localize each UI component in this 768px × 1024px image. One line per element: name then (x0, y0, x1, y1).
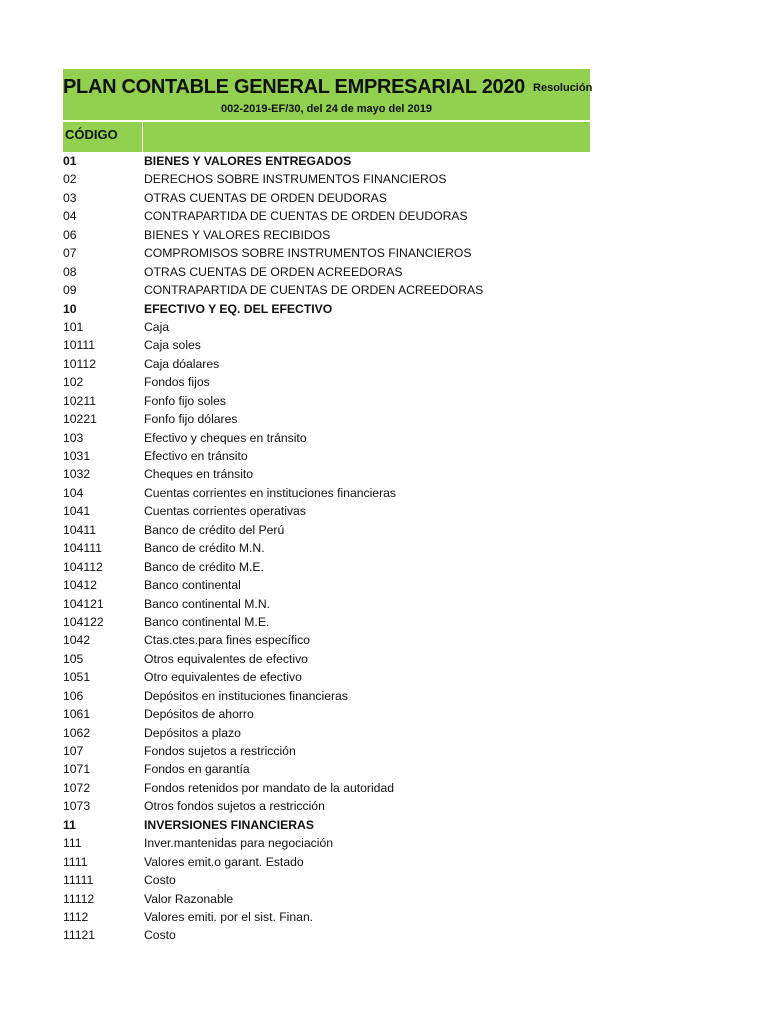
account-code: 11111 (63, 873, 94, 888)
account-description: Valores emiti. por el sist. Finan. (144, 909, 314, 924)
account-row (63, 908, 590, 926)
account-code: 1071 (63, 762, 91, 777)
account-code: 102 (63, 375, 84, 390)
account-code: 08 (63, 264, 77, 279)
account-row (63, 465, 590, 483)
account-description: INVERSIONES FINANCIERAS (144, 817, 314, 832)
column-header-description (143, 122, 590, 152)
account-row (63, 926, 590, 944)
account-code: 1072 (63, 780, 91, 795)
account-code: 1061 (63, 707, 91, 722)
account-code: 10221 (63, 412, 97, 427)
account-code: 07 (63, 246, 77, 261)
account-row (63, 170, 590, 188)
account-row (63, 797, 590, 815)
account-row (63, 760, 590, 778)
title-block (63, 69, 593, 121)
account-row (63, 336, 590, 354)
account-row (63, 687, 590, 705)
account-description: CONTRAPARTIDA DE CUENTAS DE ORDEN DEUDORAS (144, 209, 468, 224)
account-row (63, 226, 590, 244)
account-code: 104112 (63, 559, 103, 574)
account-row (63, 668, 590, 686)
account-description: Banco continental M.E. (144, 614, 270, 629)
account-description: Banco continental (144, 578, 241, 593)
account-row (63, 724, 590, 742)
account-description: Otro equivalentes de efectivo (144, 670, 302, 685)
document-subtitle: 002-2019-EF/30, del 24 de mayo del 2019 (221, 103, 432, 115)
account-description: CONTRAPARTIDA DE CUENTAS DE ORDEN ACREEDORAS (144, 283, 484, 298)
account-description: Efectivo y cheques en tránsito (144, 430, 307, 445)
account-code: 107 (63, 744, 84, 758)
account-row (63, 410, 590, 428)
account-row (63, 521, 590, 539)
account-code: 104121 (63, 596, 104, 611)
account-code: 01 (63, 154, 77, 168)
account-code: 104111 (63, 541, 102, 556)
account-description: Ctas.ctes.para fines específico (144, 633, 310, 648)
account-row (63, 447, 590, 465)
account-code: 1111 (63, 854, 88, 869)
account-description: Costo (144, 928, 176, 943)
account-description: Depósitos a plazo (144, 725, 241, 740)
account-description: Cuentas corrientes operativas (144, 504, 306, 519)
resolution-label: Resolución (533, 82, 593, 94)
account-code: 10112 (63, 356, 96, 371)
account-row (63, 650, 590, 668)
account-code: 09 (63, 283, 77, 298)
account-code: 103 (63, 430, 84, 445)
account-code: 1041 (63, 504, 91, 519)
account-row (63, 392, 590, 410)
account-code: 06 (63, 227, 77, 242)
account-row (63, 595, 590, 613)
account-description: BIENES Y VALORES ENTREGADOS (144, 154, 352, 168)
account-row (63, 300, 590, 318)
account-row (63, 853, 590, 871)
account-list (63, 152, 590, 945)
account-description: Fondos sujetos a restricción (144, 744, 296, 758)
account-code: 04 (63, 209, 77, 224)
account-code: 1112 (63, 909, 89, 924)
account-row (63, 816, 590, 834)
account-row (63, 631, 590, 649)
account-code: 11121 (63, 928, 96, 943)
account-code: 101 (63, 319, 84, 334)
account-description: Depósitos de ahorro (144, 707, 254, 722)
account-row (63, 834, 590, 852)
account-code: 02 (63, 172, 77, 187)
account-description: Valor Razonable (144, 891, 234, 906)
account-code: 1042 (63, 633, 91, 648)
column-header-row (63, 122, 590, 152)
account-code: 10 (63, 301, 77, 316)
account-description: Cuentas corrientes en instituciones financieras (144, 485, 397, 500)
account-description: Otros fondos sujetos a restricción (144, 799, 325, 814)
column-header-code: CÓDIGO (63, 122, 143, 152)
account-description: Fondos en garantía (144, 762, 250, 777)
account-description: Caja dóalares (144, 356, 220, 371)
account-row (63, 558, 590, 576)
account-description: Fonfo fijo dólares (144, 412, 238, 427)
account-description: Efectivo en tránsito (144, 449, 248, 463)
account-code: 1062 (63, 725, 91, 740)
account-code: 104 (63, 485, 84, 500)
account-code: 11112 (63, 891, 95, 906)
account-code: 104122 (63, 614, 104, 629)
account-row (63, 429, 590, 447)
account-code: 106 (63, 688, 84, 703)
account-description: Valores emit.o garant. Estado (144, 854, 304, 869)
account-row (63, 576, 590, 594)
account-description: Fondos fijos (144, 375, 210, 390)
account-row (63, 742, 590, 760)
account-description: Depósitos en instituciones financieras (144, 688, 348, 703)
account-row (63, 189, 590, 207)
account-code: 10411 (63, 522, 96, 537)
account-description: EFECTIVO Y EQ. DEL EFECTIVO (144, 301, 333, 316)
account-description: DERECHOS SOBRE INSTRUMENTOS FINANCIEROS (144, 172, 447, 187)
account-description: Fonfo fijo soles (144, 393, 226, 408)
account-description: Costo (144, 873, 176, 888)
account-description: Caja soles (144, 338, 201, 353)
account-row (63, 152, 590, 170)
account-description: Fondos retenidos por mandato de la autoridad (144, 780, 395, 795)
account-row (63, 207, 590, 225)
account-row (63, 613, 590, 631)
account-code: 1032 (63, 467, 91, 482)
account-description: OTRAS CUENTAS DE ORDEN ACREEDORAS (144, 264, 403, 279)
account-row (63, 355, 590, 373)
account-code: 10111 (63, 338, 96, 353)
account-description: COMPROMISOS SOBRE INSTRUMENTOS FINANCIEROS (144, 246, 472, 261)
account-row (63, 890, 590, 908)
account-code: 1031 (63, 449, 91, 463)
account-code: 1073 (63, 799, 91, 814)
account-code: 10412 (63, 578, 97, 593)
document-title: PLAN CONTABLE GENERAL EMPRESARIAL 2020 (63, 76, 526, 98)
title-line (63, 75, 593, 102)
account-plan-sheet (63, 69, 593, 945)
account-description: BIENES Y VALORES RECIBIDOS (144, 227, 331, 242)
account-description: Cheques en tránsito (144, 467, 254, 482)
account-code: 111 (63, 836, 82, 851)
account-description: Banco de crédito del Perú (144, 522, 285, 537)
account-row (63, 539, 590, 557)
account-code: 105 (63, 651, 84, 666)
account-description: Banco de crédito M.N. (144, 541, 265, 556)
account-row (63, 779, 590, 797)
account-row (63, 484, 590, 502)
account-description: Otros equivalentes de efectivo (144, 651, 308, 666)
account-row (63, 502, 590, 520)
account-row (63, 373, 590, 391)
account-row (63, 318, 590, 336)
account-description: Caja (144, 319, 170, 334)
account-row (63, 871, 590, 889)
account-description: Inver.mantenidas para negociación (144, 836, 334, 851)
account-row (63, 244, 590, 262)
account-description: OTRAS CUENTAS DE ORDEN DEUDORAS (144, 190, 387, 205)
account-description: Banco continental M.N. (144, 596, 271, 611)
account-code: 11 (63, 817, 76, 832)
account-row (63, 705, 590, 723)
account-row (63, 281, 590, 299)
account-code: 03 (63, 190, 77, 205)
account-code: 1051 (63, 670, 91, 685)
account-description: Banco de crédito M.E. (144, 559, 264, 574)
account-row (63, 263, 590, 281)
account-code: 10211 (63, 393, 96, 408)
